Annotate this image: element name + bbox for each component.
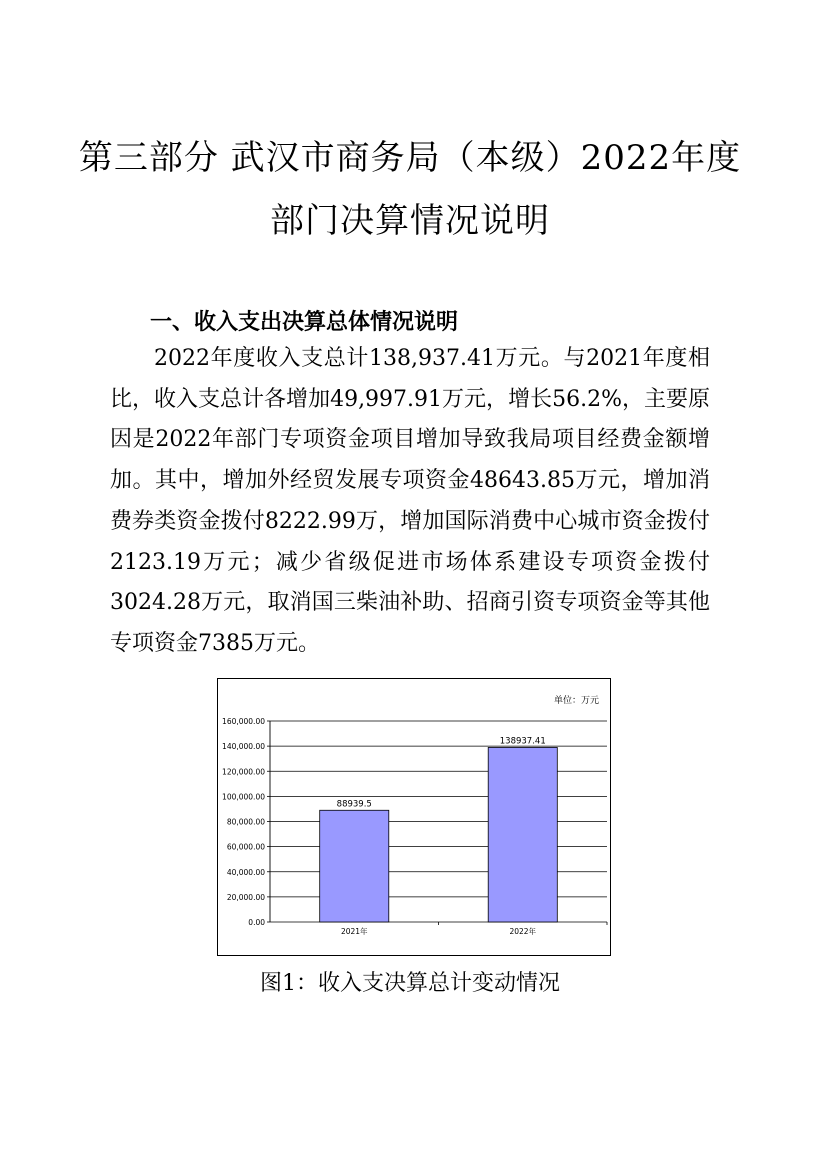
document-title-line-1: 第三部分 武汉市商务局（本级）2022年度: [78, 138, 742, 178]
document-title-line-2: 部门决算情况说明: [270, 201, 550, 241]
x-tick-label: 2021年: [340, 927, 368, 936]
y-tick-label: 80,000.00: [226, 817, 265, 827]
body-paragraph: 2022年度收入支总计138,937.41万元。与2021年度相比，收入支总计各增加49,997.91万元，增长56.2%，主要原因是2022年部门专项资金项目增加导致我局项目经费金额增加。其中，增加外经贸发展专项资金48643.85万元，增加消费券类资金拨付8222.99万，增加国际消费中心城市资金拨付2123.19万元；减少省级促进市场体系建设专项资金拨付3024.28万元，取消国三柴油补助、招商引资专项资金等其他专项资金7385万元。: [110, 346, 710, 656]
y-tick-label: 120,000.00: [222, 767, 265, 777]
bar-chart: [217, 678, 611, 956]
figure-caption: 图1：收入支决算总计变动情况: [260, 971, 560, 996]
section-heading: 一、收入支出决算总体情况说明: [150, 310, 459, 335]
bar-data-label: 138937.41: [499, 736, 546, 747]
y-tick-label: 140,000.00: [222, 742, 265, 752]
bar-2: [488, 747, 557, 922]
y-tick-label: 60,000.00: [226, 842, 265, 852]
y-tick-label: 40,000.00: [226, 867, 265, 877]
chart-unit-label: 单位：万元: [554, 696, 600, 706]
y-tick-label: 20,000.00: [226, 892, 265, 902]
y-tick-label: 100,000.00: [222, 792, 265, 802]
y-tick-label: 0.00: [248, 918, 265, 927]
bar-1: [320, 810, 389, 922]
bar-chart-svg: [218, 679, 612, 957]
bar-data-label: 88939.5: [336, 799, 372, 810]
x-tick-label: 2022年: [509, 927, 537, 936]
y-tick-label: 160,000.00: [222, 717, 265, 726]
